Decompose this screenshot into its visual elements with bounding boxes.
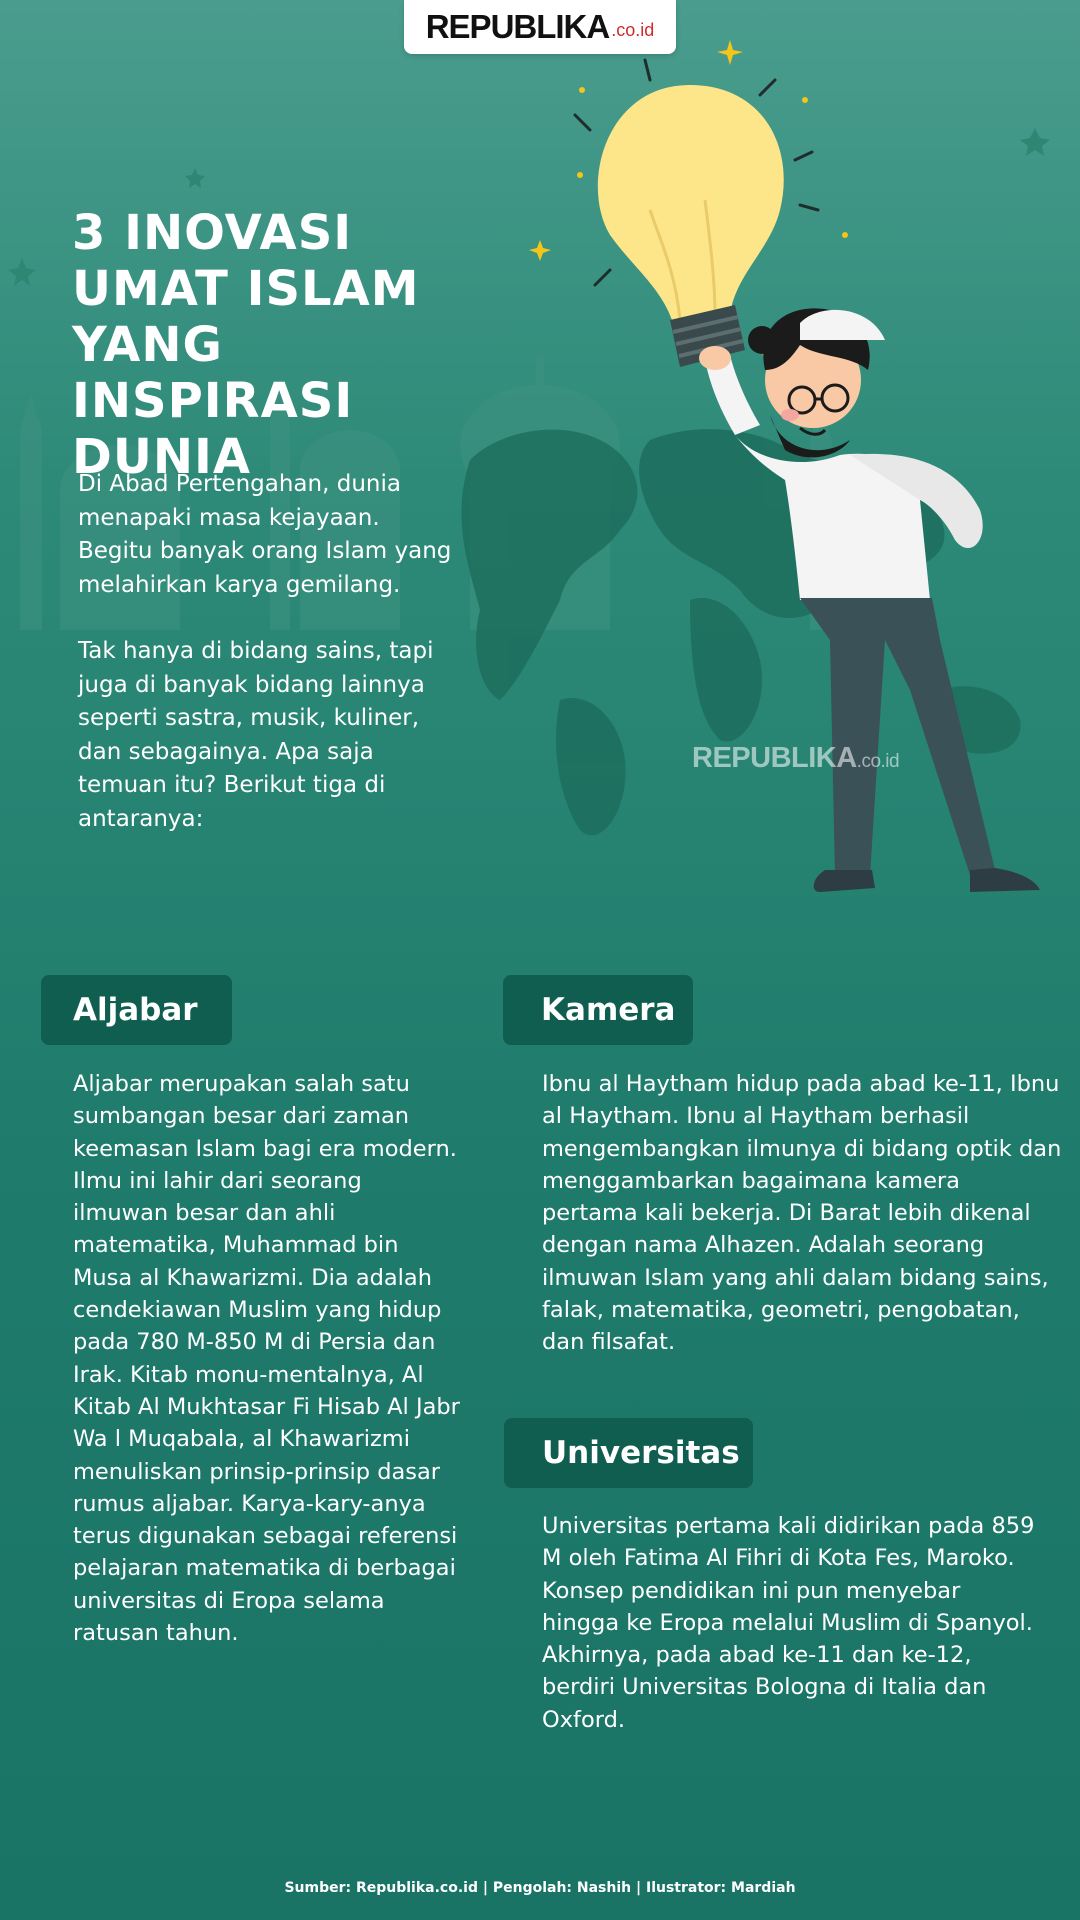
- title-line-3: YANG INSPIRASI: [72, 317, 354, 429]
- intro-paragraph-1: Di Abad Pertengahan, dunia menapaki masa kejayaan. Begitu banyak orang Islam yang melahirkan karya gemilang.: [78, 471, 452, 598]
- trousers: [800, 598, 995, 875]
- hand: [699, 346, 731, 370]
- page-title: [72, 205, 512, 485]
- watermark-word: REPUBLIKA: [692, 742, 857, 774]
- title-line-1: 3 INOVASI: [72, 205, 353, 261]
- logo-word: REPUBLIKA: [425, 8, 610, 45]
- section-body-aljabar: Aljabar merupakan salah satu sumbangan besar dari zaman keemasan Islam bagi era modern. Ilmu ini lahir dari seorang ilmuwan besar dan ahli matematika, Muhammad bin Musa al Khawarizmi. Dia adalah cendekiawan Muslim yang hidup pada 780 M-850 M di Persia dan Irak. Kitab monu-mentalnya, Al Kitab Al Mukhtasar Fi Hisab Al Jabr Wa l Muqabala, al Khawarizmi menuliskan prinsip-prinsip dasar rumus aljabar. Karya-kary-anya terus digunakan sebagai referensi pelajaran matematika di berbagai universitas di Eropa selama ratusan tahun.: [73, 1071, 460, 1647]
- footer-credits: Sumber: Republika.co.id | Pengolah: Nashih | Ilustrator: Mardiah: [284, 1880, 796, 1896]
- intro-text: [78, 468, 458, 869]
- section-tag-aljabar: Aljabar: [41, 975, 232, 1045]
- title-line-4: DUNIA: [72, 429, 251, 485]
- section-tag-kamera: Kamera: [503, 975, 693, 1045]
- section-body-kamera: Ibnu al Haytham hidup pada abad ke-11, Ibnu al Haytham. Ibnu al Haytham berhasil mengembangkan ilmunya di bidang optik dan menggambarkan bagaimana kamera pertama kali bekerja. Di Barat lebih dikenal dengan nama Alhazen. Adalah seorang ilmuwan Islam yang ahli dalam bidang sains, falak, matematika, geometri, pengobatan, dan filsafat.: [542, 1071, 1062, 1356]
- shoes: [814, 868, 1040, 892]
- title-line-2: UMAT ISLAM: [72, 261, 420, 317]
- head: [748, 308, 885, 457]
- watermark-tld: .co.id: [856, 751, 900, 772]
- watermark-logo: [692, 742, 899, 775]
- light-bulb: [598, 85, 784, 367]
- section-tag-universitas: Universitas: [504, 1418, 753, 1488]
- section-body-universitas: Universitas pertama kali didirikan pada 859 M oleh Fatima Al Fihri di Kota Fes, Maroko. Konsep pendidikan ini pun menyebar hingga ke Eropa melalui Muslim di Spanyol. Akhirnya, pada abad ke-11 dan ke-12, berdiri Universitas Bologna di Italia dan Oxford.: [542, 1513, 1035, 1733]
- logo-tld: .co.id: [611, 19, 655, 40]
- intro-paragraph-2: Tak hanya di bidang sains, tapi juga di banyak bidang lainnya seperti sastra, musik, kuliner, dan sebagainya. Apa saja temuan itu? Berikut tiga di antaranya:: [78, 638, 434, 832]
- character-illustration: [500, 40, 1080, 920]
